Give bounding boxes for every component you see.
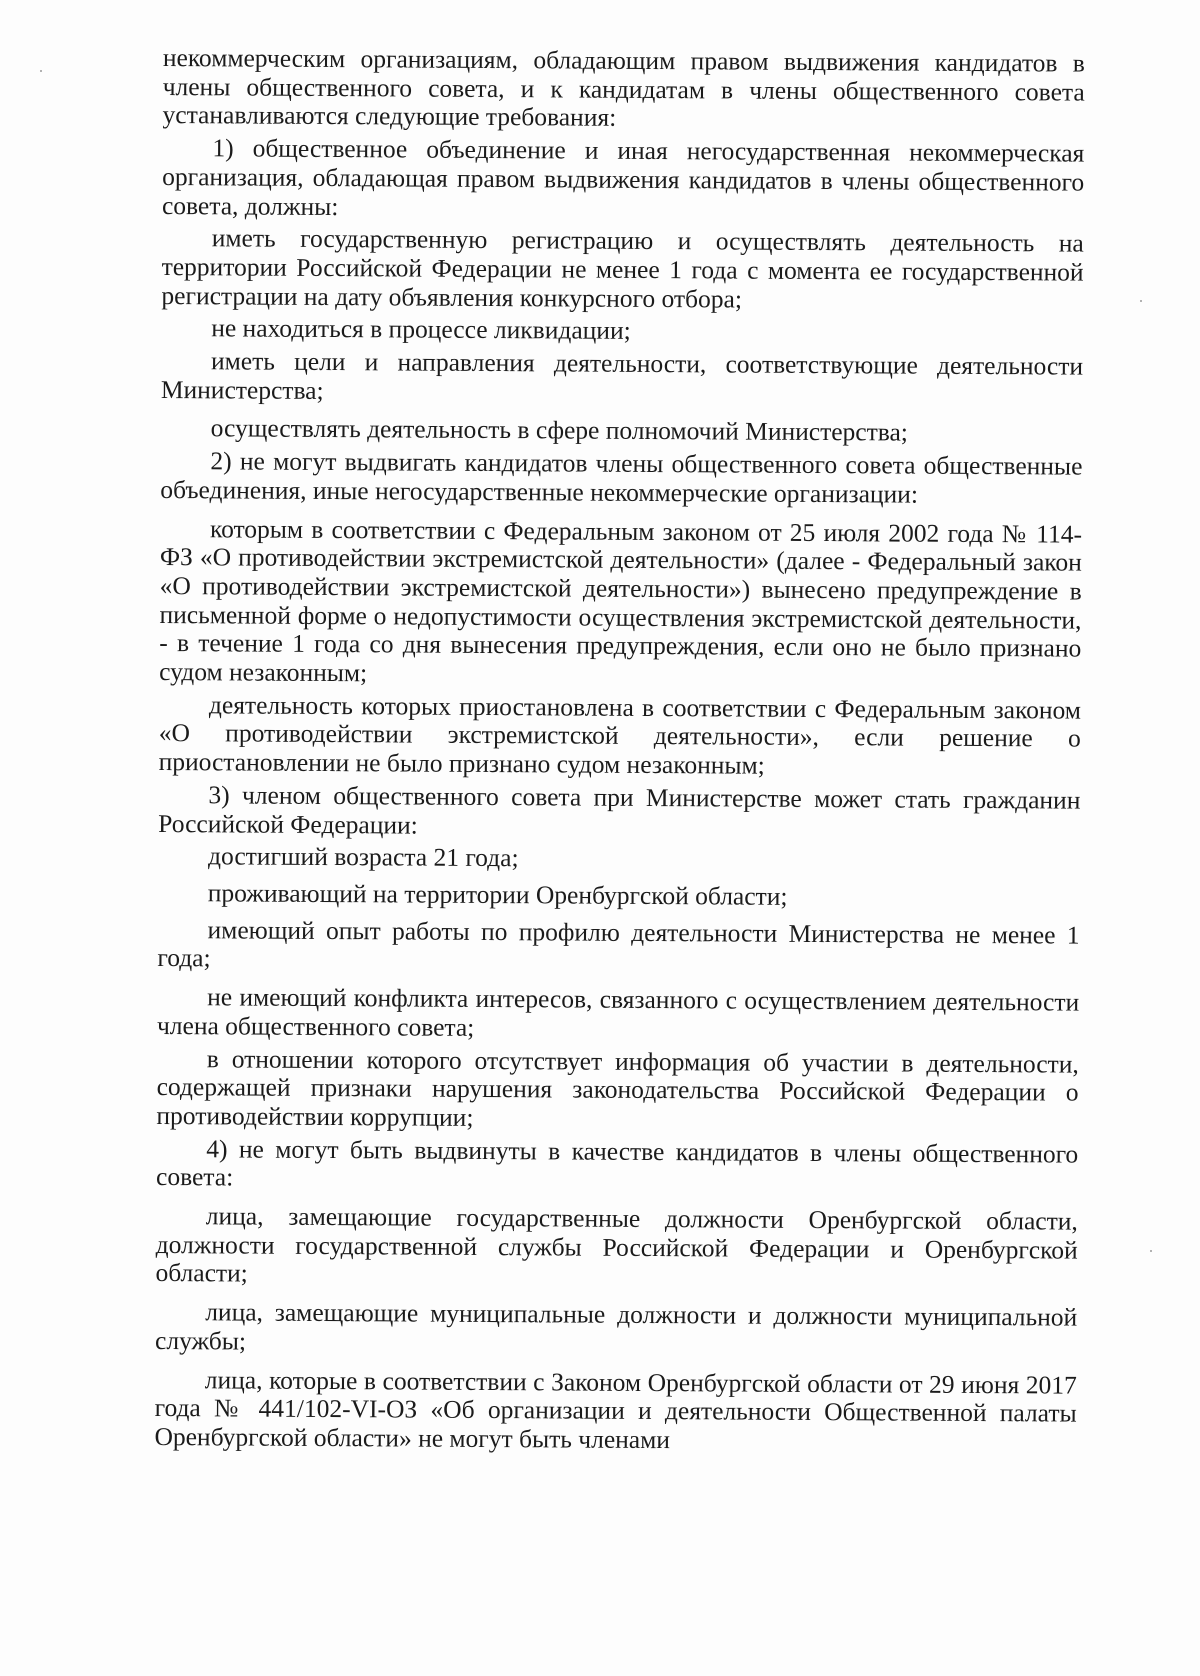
paragraph-suspension: деятельность которых приостановлена в соответствии с Федеральным законом «О противодействии экстремистской деятельности», если решение о приостановлении не было признано судом незаконным; bbox=[158, 690, 1082, 780]
paragraph-item-3: 3) членом общественного совета при Министерстве может стать гражданин Российской Федерации: bbox=[158, 780, 1081, 840]
paragraph-corruption: в отношении которого отсутствует информация об участии в деятельности, содержащей признаки нарушения законодательства Российской Федерации о противодействии коррупции; bbox=[156, 1043, 1079, 1132]
paragraph-goals: иметь цели и направления деятельности, соответствующие деятельности Министерства; bbox=[160, 346, 1084, 405]
paragraph-item-2: 2) не могут выдвигать кандидатов члены общественного совета общественные объединения, иные негосударственные некоммерческие организации: bbox=[160, 446, 1083, 509]
paragraph-experience: имеющий опыт работы по профилю деятельности Министерства не менее 1 года; bbox=[157, 914, 1080, 973]
scan-speck bbox=[40, 70, 42, 72]
scan-speck bbox=[1140, 300, 1142, 302]
paragraph-item-4: 4) не могут быть выдвинуты в качестве кандидатов в члены общественного совета: bbox=[155, 1133, 1079, 1192]
paragraph-registration: иметь государственную регистрацию и осуществлять деятельность на территории Российской Федерации не менее 1 года с момента ее государственной регистрации на дату объявления конкурсного отбора; bbox=[161, 223, 1084, 314]
paragraph-warning: которым в соответствии с Федеральным законом от 25 июля 2002 года № 114-ФЗ «О противодействии экстремистской деятельности» (далее - Федеральный закон «О противодействии экстремистской деятельности») вынесено предупреждение в письменной форме о недопустимости осуществления экстремистской деятельности, - в течение 1 года со дня вынесения предупреждения, если оно не было признано судом незаконным; bbox=[159, 513, 1083, 688]
paragraph-residence: проживающий на территории Оренбургской области; bbox=[207, 878, 788, 911]
paragraph-age: достигший возраста 21 года; bbox=[207, 841, 519, 873]
paragraph-state-positions: лица, замещающие государственные должности Оренбургской области, должности государственной службы Российской Федерации и Оренбургской области; bbox=[155, 1201, 1078, 1288]
paragraph-activity-scope: осуществлять деятельность в сфере полномочий Министерства; bbox=[210, 413, 908, 447]
paragraph-municipal-positions: лица, замещающие муниципальные должности и должности муниципальной службы; bbox=[154, 1297, 1078, 1356]
paragraph-public-chamber: лица, которые в соответствии с Законом Оренбургской области от 29 июня 2017 года № 441/102-VI-ОЗ «Об организации и деятельности Общественной палаты Оренбургской области» не могут быть членами bbox=[154, 1364, 1077, 1455]
paragraph-liquidation: не находиться в процессе ликвидации; bbox=[211, 313, 631, 346]
paragraph-item-1: 1) общественное объединение и иная негосударственная некоммерческая организация, обладающая правом выдвижения кандидатов в члены общественного совета, должны: bbox=[161, 133, 1085, 221]
scan-speck bbox=[1150, 1250, 1152, 1252]
document-text bbox=[154, 44, 1085, 1457]
paragraph-continuation: некоммерческим организациям, обладающим правом выдвижения кандидатов в члены общественного совета, и к кандидатам в члены общественного совета устанавливаются следующие требования: bbox=[162, 43, 1085, 133]
paragraph-conflict: не имеющий конфликта интересов, связанного с осуществлением деятельности члена общественного совета; bbox=[156, 982, 1080, 1042]
